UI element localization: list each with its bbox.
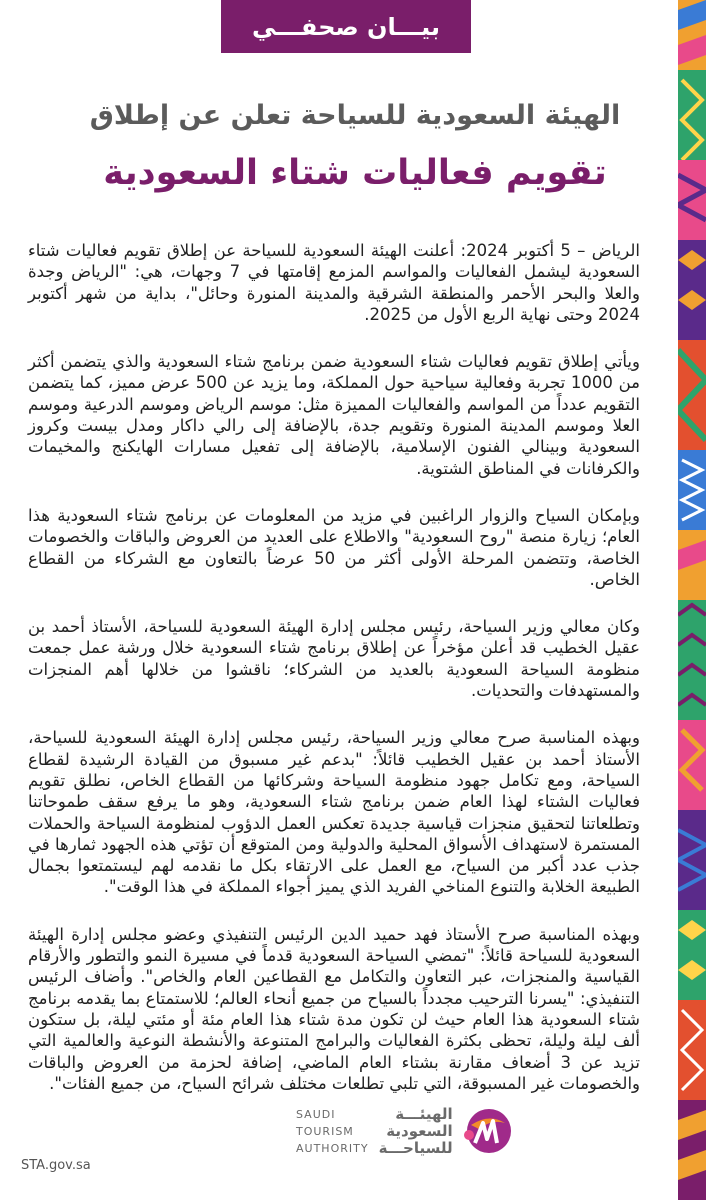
logo-en-line-2: TOURISM bbox=[296, 1124, 354, 1138]
pattern-block bbox=[678, 0, 706, 1200]
sta-logo-mark-icon bbox=[461, 1105, 513, 1157]
website-link[interactable]: STA.gov.sa bbox=[21, 1158, 91, 1173]
logo-ar-line-3: للسياحـــة bbox=[378, 1138, 453, 1157]
paragraph-1: الرياض – 5 أكتوبر 2024: أعلنت الهيئة السعودية للسياحة عن إطلاق تقويم فعاليات شتاء السعودية ليشمل الفعاليات والمواسم المزمع إقامتها في 7 وجهات، هي: "الرياض وجدة والعلا والبحر الأحمر والمنطقة الشرقية والمدينة المنورة وحائل"، بداية من شهر أكتوبر 2024 وحتى نهاية الربع الأول من 2025. bbox=[28, 241, 640, 324]
logo-english-text bbox=[296, 1106, 369, 1157]
paragraph-2: ويأتي إطلاق تقويم فعاليات شتاء السعودية ضمن برنامج شتاء السعودية والذي يتضمن أكثر من 1000 تجربة وفعالية سياحية حول المملكة، وما يزيد عن 500 عرض مميز، كما يتضمن التقويم عدداً من المواسم والفعاليات المميزة مثل: موسم الرياض وموسم الدرعية وموسم العلا وموسم المدينة المنورة وتقويم جدة، بالإضافة إلى رالي داكار ومدل بيست وكروز السعودية وبينالي الفنون الإسلامية، بالإضافة إلى تفعيل مسارات الهايكنج والمخيمات والكرفانات في المناطق الشتوية. bbox=[28, 352, 640, 478]
press-release-header bbox=[221, 0, 471, 53]
decorative-pattern-stripe bbox=[678, 0, 706, 1200]
sta-logo bbox=[296, 1105, 513, 1157]
paragraph-3: وبإمكان السياح والزوار الراغبين في مزيد من المعلومات عن برنامج شتاء السعودية هذا العام؛ زيارة منصة "روح السعودية" والاطلاع على العديد من العروض والباقات والخصومات الخاصة، وتتضمن المرحلة الأولى أكثر من 50 عرضاً بالتعاون مع الشركاء من القطاع الخاص. bbox=[28, 505, 640, 589]
logo-arabic-text bbox=[379, 1106, 453, 1157]
paragraph-5: وبهذه المناسبة صرح معالي وزير السياحة، رئيس مجلس إدارة الهيئة السعودية للسياحة، الأستاذ أحمد بن عقيل الخطيب قائلاً: "بدعم غير مسبوق من القيادة الرشيدة لقطاع السياحة، ومع تكامل جهود منظومة السياحة وشركائها من القطاع الخاص، نطلق تقويم فعاليات الشتاء لهذا العام ضمن برنامج شتاء السعودية، وهو ما يرفع سقف طموحاتنا وتطلعاتنا لتحقيق منجزات قياسية جديدة تعكس العمل الدؤوب لمنظومة السياحة والحملات المستمرة لاستهداف الأسواق المحلية والدولية ومن المتوقع أن تؤتي هذه الجهود ثمارها في جذب عدد أكبر من السياح، مع العمل على الارتقاء بكل ما نقدمه لهم ليستمتعوا بجمال الطبيعة الخلابة والتنوع المناخي الفريد الذي يميز أجواء المملكة في هذا الوقت". bbox=[28, 728, 640, 897]
press-release-label: بيـــان صحفـــي bbox=[252, 12, 440, 41]
logo-ar-line-1: الهيئـــة bbox=[395, 1104, 453, 1123]
headline-line-2: تقويم فعاليات شتاء السعودية bbox=[103, 153, 607, 193]
headline-line-1: الهيئة السعودية للسياحة تعلن عن إطلاق bbox=[89, 100, 621, 131]
logo-ar-line-2: السعودية bbox=[386, 1121, 453, 1140]
paragraph-6: وبهذه المناسبة صرح الأستاذ فهد حميد الدين الرئيس التنفيذي وعضو مجلس إدارة الهيئة السعودية للسياحة قائلاً: "تمضي السياحة السعودية قدماً في مسيرة النمو والتطور والأرقام القياسية والمنجزات، عبر التعاون والتكامل مع القطاعين العام والخاص". وأضاف الرئيس التنفيذي: "يسرنا الترحيب مجدداً بالسياح من جميع أنحاء العالم؛ للاستمتاع بما يقدمه برنامج شتاء السعودية هذا العام حيث لن تكون مدة شتاء هذا العام مئة أو مئتي ليلة، بل ستكون ألف ليلة وليلة، تحظى بكثرة الفعاليات والبرامج المتنوعة والأنشطة النوعية والعالمية التي تزيد عن 3 أضعاف مقارنة بشتاء العام الماضي، إضافة لحزمة من العروض والباقات والخصومات غير المسبوقة، التي تلبي تطلعات مختلف شرائح السياح، من جميع الفئات". bbox=[28, 924, 640, 1093]
article-body bbox=[28, 240, 640, 1120]
logo-en-line-1: SAUDI bbox=[296, 1107, 336, 1121]
paragraph-4: وكان معالي وزير السياحة، رئيس مجلس إدارة الهيئة السعودية للسياحة، الأستاذ أحمد بن عقيل الخطيب قد أعلن مؤخراً عن إطلاق برنامج شتاء السعودية خلال ورشة عمل جمعت منظومة السياحة السعودية بالعديد من الشركاء؛ ناقشوا من خلالها أهم المنجزات والمستهدفات والتحديات. bbox=[28, 617, 640, 701]
logo-en-line-3: AUTHORITY bbox=[296, 1141, 369, 1155]
